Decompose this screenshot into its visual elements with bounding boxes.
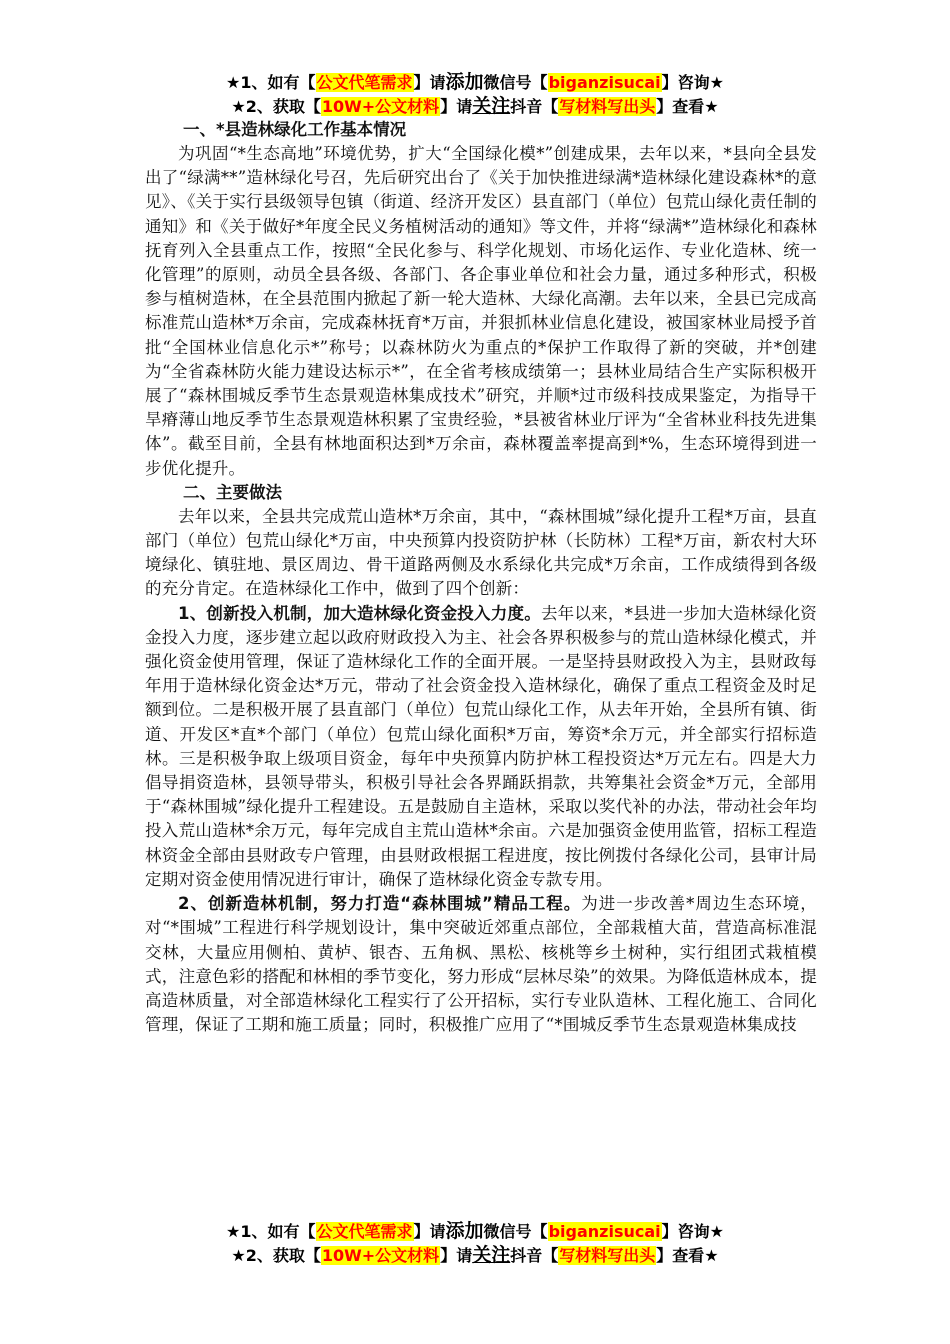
banner-text: 抖音【 [510, 1246, 559, 1265]
promo-banner-bottom-1 [0, 1219, 950, 1244]
banner-text: ★1、如有【 [226, 1222, 316, 1241]
banner-text: 】查看★ [656, 97, 719, 116]
banner-emphasis: 关注 [472, 1244, 511, 1266]
paragraph-innovation-1 [145, 602, 817, 892]
banner-text: ★2、获取【 [231, 1246, 321, 1265]
promo-banner-top-1 [0, 70, 950, 95]
banner-highlight: 公文代笔需求 [316, 73, 413, 92]
promo-banner-top-2 [0, 94, 950, 119]
banner-emphasis: 添加 [445, 71, 484, 93]
banner-highlight: biganzisucai [548, 1222, 661, 1241]
banner-highlight: 公文代笔需求 [316, 1222, 413, 1241]
banner-text: 】咨询★ [661, 73, 724, 92]
paragraph-text: 去年以来，*县进一步加大造林绿化资金投入力度，逐步建立起以政府财政投入为主、社会各界积极参与的荒山造林绿化模式，并强化资金使用管理，保证了造林绿化工作的全面开展。一是坚持县财政投入为主，县财政每年用于造林绿化资金达*万元，带动了社会资金投入造林绿化，确保了重点工程资金及时足额到位。二是积极开展了县直部门（单位）包荒山绿化工作，从去年开始，全县所有镇、街道、开发区*直*个部门（单位）包荒山绿化面积*万亩，筹资*余万元，并全部实行招标造林。三是积极争取上级项目资金，每年中央预算内防护林工程投资达*万元左右。四是大力倡导捐资造林，县领导带头，积极引导社会各界踊跃捐款，共筹集社会资金*万元，全部用于“森林围城”绿化提升工程建设。五是鼓励自主造林，采取以奖代补的办法，带动社会年均投入荒山造林*余万元，每年完成自主荒山造林*余亩。六是加强资金使用监管，招标工程造林资金全部由县财政专户管理，由县财政根据工程进度，按比例拨付各绿化公司，县审计局定期对资金使用情况进行审计，确保了造林绿化资金专款专用。 [145, 603, 817, 889]
banner-text: 抖音【 [510, 97, 559, 116]
paragraph-text: 为进一步改善*周边生态环境，对“*围城”工程进行科学规划设计，集中突破近郊重点部位，全部栽植大苗，营造高标准混交林，大量应用侧柏、黄栌、银杏、五角枫、黑松、核桃等乡土树种，实行组团式栽植模式，注意色彩的搭配和林相的季节变化，努力形成“层林尽染”的效果。为降低造林成本，提高造林质量，对全部造林绿化工程实行了公开招标，实行专业队造林、工程化施工、合同化管理，保证了工期和施工质量；同时，积极推广应用了“*围城反季节生态景观造林集成技 [145, 894, 817, 1035]
paragraph-innovation-2 [145, 892, 817, 1037]
banner-text: ★2、获取【 [231, 97, 321, 116]
banner-highlight: biganzisucai [548, 73, 661, 92]
section-heading-2: 二、主要做法 [183, 482, 282, 502]
banner-highlight: 10W+公文材料 [321, 97, 440, 116]
banner-text: 微信号【 [483, 73, 548, 92]
banner-text: 】查看★ [656, 1246, 719, 1265]
paragraph-summary: 去年以来，全县共完成荒山造林*万余亩，其中，“森林围城”绿化提升工程*万亩，县直部门（单位）包荒山绿化*万亩，中央预算内投资防护林（长防林）工程*万亩，新农村大环境绿化、镇驻地、景区周边、骨干道路两侧及水系绿化共完成*万余亩，工作成绩得到各级的充分肯定。在造林绿化工作中，做到了四个创新： [145, 506, 817, 599]
document-body [145, 118, 817, 1037]
banner-text: ★1、如有【 [226, 73, 316, 92]
banner-highlight: 写材料写出头 [559, 1246, 656, 1265]
banner-emphasis: 添加 [445, 1220, 484, 1242]
section-heading-1: 一、*县造林绿化工作基本情况 [183, 120, 407, 139]
paragraph-overview: 为巩固“*生态高地”环境优势，扩大“全国绿化模*”创建成果，去年以来，*县向全县发出了“绿满**”造林绿化号召，先后研究出台了《关于加快推进绿满*造林绿化建设森林*的意见》、《关于实行县级领导包镇（街道、经济开发区）县直部门（单位）包荒山绿化责任制的通知》和《关于做好*年度全民义务植树活动的通知》等文件，并将“绿满*”造林绿化和森林抚育列入全县重点工作，按照“全民化参与、科学化规划、市场化运作、专业化造林、统一化管理”的原则，动员全县各级、各部门、各企事业单位和社会力量，通过多种形式，积极参与植树造林，在全县范围内掀起了新一轮大造林、大绿化高潮。去年以来，全县已完成高标准荒山造林*万余亩，完成森林抚育*万亩，并狠抓林业信息化建设，被国家林业局授予首批“全国林业信息化示*”称号；以森林防火为重点的*保护工作取得了新的突破，并*创建为“全省森林防火能力建设达标示*”，在全省考核成绩第一；县林业局结合生产实际积极开展了“森林围城反季节生态景观造林集成技术”研究，并顺*过市级科技成果鉴定，为指导干旱瘠薄山地反季节生态景观造林积累了宝贵经验，*县被省林业厅评为“全省林业科技先进集体”。截至目前，全县有林地面积达到*万余亩，森林覆盖率提高到*%，生态环境得到进一步优化提升。 [145, 144, 817, 478]
banner-highlight: 写材料写出头 [559, 97, 656, 116]
paragraph-lead: 1、创新投入机制，加大造林绿化资金投入力度。 [178, 603, 541, 623]
banner-text: 】请 [440, 1246, 473, 1265]
paragraph-lead: 2、创新造林机制，努力打造“森林围城”精品工程。 [178, 894, 582, 914]
banner-highlight: 10W+公文材料 [321, 1246, 440, 1265]
banner-text: 】咨询★ [661, 1222, 724, 1241]
banner-text: 】请 [413, 1222, 446, 1241]
banner-text: 】请 [413, 73, 446, 92]
banner-text: 】请 [440, 97, 473, 116]
banner-emphasis: 关注 [472, 95, 511, 117]
banner-text: 微信号【 [483, 1222, 548, 1241]
promo-banner-bottom-2 [0, 1243, 950, 1268]
